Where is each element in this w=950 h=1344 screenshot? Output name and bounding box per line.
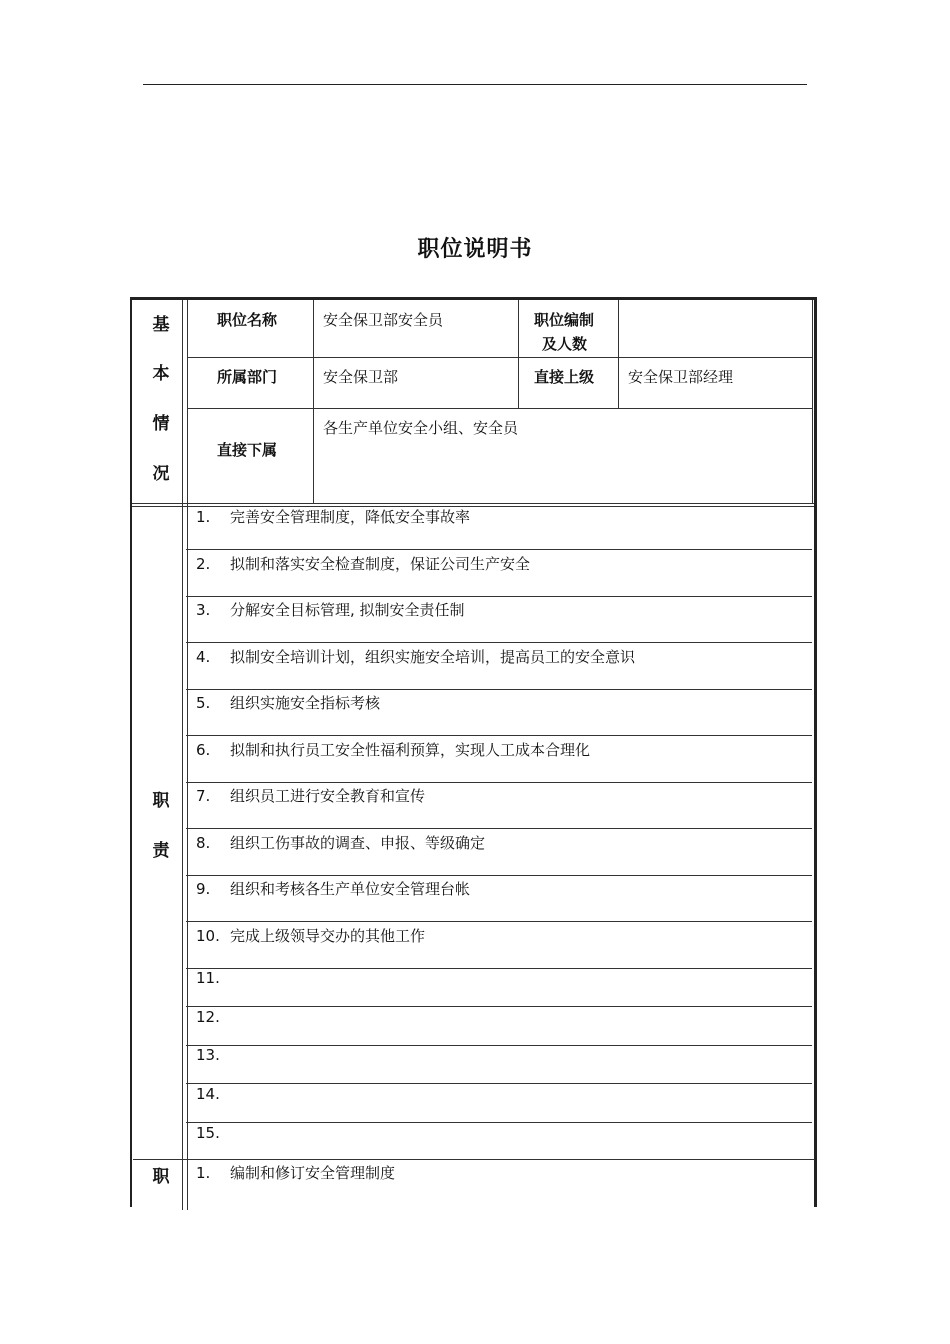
page-title: 职位说明书 <box>417 237 533 262</box>
position-name-value: 安全保卫部安全员 <box>323 311 444 329</box>
duty-item <box>196 692 380 714</box>
duty-item-number: 11. <box>196 969 220 987</box>
department-value: 安全保卫部 <box>323 368 399 386</box>
authority-item-text: 编制和修订安全管理制度 <box>230 1164 396 1182</box>
duty-row-divider <box>186 828 812 829</box>
duty-item-number: 3. <box>196 601 211 619</box>
duty-item-text: 拟制和执行员工安全性福利预算，实现人工成本合理化 <box>230 741 591 759</box>
duty-item-text: 组织实施安全指标考核 <box>230 694 381 712</box>
duty-item-number: 15. <box>196 1124 220 1142</box>
duty-item-number: 5. <box>196 694 211 712</box>
duty-row-divider <box>186 968 812 969</box>
duty-item <box>196 878 470 900</box>
duty-item-number: 7. <box>196 787 211 805</box>
authority-item-number: 1. <box>196 1164 211 1182</box>
duty-item-number: 9. <box>196 880 211 898</box>
basic-info-char-4: 况 <box>152 464 170 484</box>
subordinates-label: 直接下属 <box>217 441 278 459</box>
duty-item <box>196 1122 220 1144</box>
duty-item-number: 2. <box>196 555 211 573</box>
duty-item <box>196 646 635 668</box>
duty-row-divider <box>186 596 812 597</box>
header-rule <box>143 84 807 85</box>
duty-item-number: 13. <box>196 1046 220 1064</box>
basic-info-char-3: 情 <box>152 414 170 434</box>
duty-item <box>196 1006 220 1028</box>
duty-item-number: 4. <box>196 648 211 666</box>
duty-item-text: 完善安全管理制度，降低安全事故率 <box>230 508 471 526</box>
duty-item <box>196 925 425 947</box>
headcount-label-line2: 及人数 <box>542 335 588 353</box>
duty-item-text: 分解安全目标管理, 拟制安全责任制 <box>230 601 465 619</box>
duty-item-number: 8. <box>196 834 211 852</box>
duty-item-text: 完成上级领导交办的其他工作 <box>230 927 426 945</box>
headcount-label-line1: 职位编制 <box>534 311 595 329</box>
duty-item <box>196 599 465 621</box>
duty-item-text: 组织和考核各生产单位安全管理台帐 <box>230 880 471 898</box>
duty-item <box>196 506 470 528</box>
duty-item-number: 6. <box>196 741 211 759</box>
duty-item-text: 拟制和落实安全检查制度，保证公司生产安全 <box>230 555 531 573</box>
duty-row-divider <box>186 549 812 550</box>
duty-row-divider <box>186 689 812 690</box>
position-name-label: 职位名称 <box>217 311 278 329</box>
duty-row-divider <box>186 921 812 922</box>
duties-char-2: 责 <box>152 841 170 861</box>
basic-info-char-1: 基 <box>152 315 170 335</box>
duty-row-divider <box>186 875 812 876</box>
duty-row-divider <box>186 642 812 643</box>
duty-row-divider <box>186 1006 812 1007</box>
supervisor-label: 直接上级 <box>534 368 595 386</box>
duty-row-divider <box>186 1122 812 1123</box>
duty-item <box>196 832 485 854</box>
basic-info-char-2: 本 <box>152 364 170 384</box>
duty-item <box>196 739 590 761</box>
duty-item <box>196 1083 220 1105</box>
duty-item-text: 组织工伤事故的调查、申报、等级确定 <box>230 834 486 852</box>
duty-item <box>196 553 530 575</box>
subordinates-value: 各生产单位安全小组、安全员 <box>323 419 519 437</box>
duty-item-number: 12. <box>196 1008 220 1026</box>
duty-item-text: 组织员工进行安全教育和宣传 <box>230 787 426 805</box>
authority-char-1: 职 <box>152 1167 170 1187</box>
duty-item-text: 拟制安全培训计划，组织实施安全培训，提高员工的安全意识 <box>230 648 636 666</box>
duty-item <box>196 785 425 807</box>
duties-char-1: 职 <box>152 791 170 811</box>
duty-row-divider <box>186 735 812 736</box>
duty-row-divider <box>186 782 812 783</box>
department-label: 所属部门 <box>217 368 278 386</box>
supervisor-value: 安全保卫部经理 <box>628 368 734 386</box>
duty-item-number: 1. <box>196 508 211 526</box>
duty-item <box>196 1044 220 1066</box>
duty-item-number: 10. <box>196 927 220 945</box>
duty-item <box>196 967 220 989</box>
duty-row-divider <box>186 1083 812 1084</box>
duty-item-number: 14. <box>196 1085 220 1103</box>
authority-item <box>196 1162 395 1184</box>
duty-row-divider <box>186 1045 812 1046</box>
